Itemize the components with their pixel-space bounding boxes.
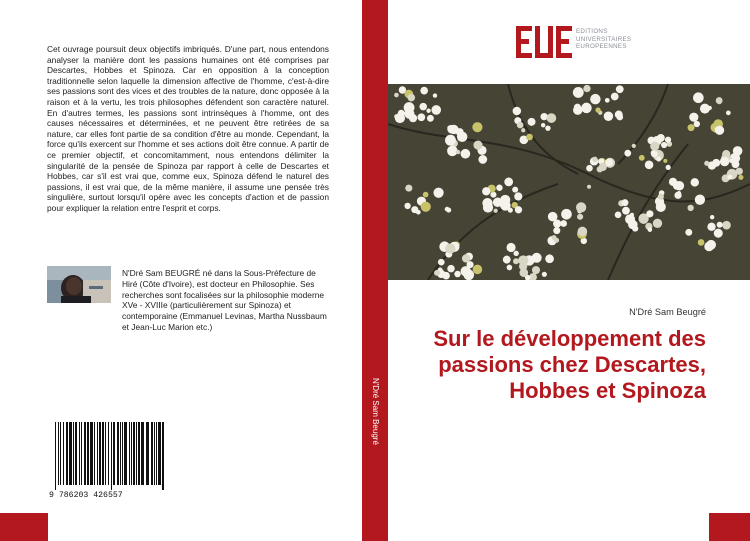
author-bio: N'Dré Sam BEUGRÉ né dans la Sous-Préfecture de Hiré (Côte d'Ivoire), est docteur en Philosophie. Ses recherches sont focalisées sur la philosophie moderne XVe - XVIIIe (particulièrement sur Spinoza) et contemporaine (Emmanuel Levinas, Martha Nussbaum et Jean-Luc Marion etc.): [122, 268, 327, 332]
blossom-flower: [427, 115, 434, 122]
blossom-flower: [674, 192, 681, 199]
barcode-bar: [87, 422, 89, 485]
publisher-name: EDITIONS UNIVERSITAIRES EUROPEENNES: [576, 28, 632, 51]
blossom-photo-image: [388, 84, 750, 280]
blossom-flower: [496, 184, 502, 190]
blossom-flower: [595, 107, 600, 112]
author-portrait-image: [47, 266, 111, 303]
blossom-flower: [646, 210, 653, 217]
blossom-flower: [695, 97, 700, 102]
barcode-bar: [81, 422, 82, 485]
blossom-flower: [658, 194, 664, 200]
blossom-flower: [691, 178, 699, 186]
blossom-flower: [730, 159, 734, 163]
blossom-flower: [394, 114, 398, 118]
front-cover: [388, 0, 750, 541]
blossom-flower: [407, 94, 415, 102]
blossom-flower: [494, 209, 498, 213]
blossom-flower: [478, 155, 487, 164]
blossom-flower: [622, 199, 629, 206]
blossom-flower: [513, 107, 521, 115]
blossom-flower: [542, 272, 547, 277]
blossom-flower: [587, 185, 591, 189]
blossom-flower: [447, 146, 458, 157]
publisher-logo: [516, 26, 656, 66]
blossom-flower: [716, 97, 723, 104]
blossom-flower: [648, 227, 653, 232]
blossom-flower: [578, 227, 588, 237]
blossom-flower: [583, 85, 590, 92]
barcode-bar: [58, 422, 59, 485]
barcode-bar: [63, 422, 64, 485]
isbn-barcode: [47, 420, 169, 500]
blossom-flower: [545, 254, 554, 263]
blossom-flower: [611, 93, 619, 101]
blossom-flower: [700, 104, 710, 114]
barcode-bar: [156, 422, 157, 485]
blossom-flower: [515, 206, 522, 213]
barcode-bar: [73, 422, 74, 485]
blossom-flower: [738, 175, 743, 180]
blossom-flower: [513, 251, 518, 256]
barcode-bar: [138, 422, 140, 485]
blossom-flower: [433, 93, 437, 97]
blossom-flower: [722, 221, 731, 230]
barcode-bar: [102, 422, 104, 485]
blossom-flower: [504, 178, 513, 187]
barcode-bar: [94, 422, 95, 485]
back-cover: [0, 0, 362, 541]
blossom-flower: [656, 157, 661, 162]
barcode-bar: [90, 422, 93, 485]
blossom-flower: [687, 205, 693, 211]
blossom-flower: [717, 222, 723, 228]
blossom-flower: [639, 155, 645, 161]
blossom-flower: [456, 128, 464, 136]
barcode-bar: [60, 422, 61, 485]
blossom-flower: [710, 215, 714, 219]
blossom-flower: [645, 160, 654, 169]
blossom-flower: [447, 265, 455, 273]
blossom-flower: [665, 137, 671, 143]
blossom-flower: [661, 142, 667, 148]
blossom-flower: [576, 202, 586, 212]
blossom-flower: [615, 212, 622, 219]
blossom-flower: [438, 259, 445, 266]
blossom-flower: [616, 85, 624, 93]
blossom-flower: [405, 185, 412, 192]
blossom-flower: [552, 235, 557, 240]
blossom-flower: [615, 111, 623, 119]
blossom-flower: [590, 94, 600, 104]
isbn-number: 9 786203 426557: [49, 491, 123, 500]
barcode-bar: [124, 422, 127, 485]
blossom-flower: [545, 125, 550, 130]
blossom-flower: [592, 157, 597, 162]
blossom-flower: [419, 103, 427, 111]
barcode-bar: [154, 422, 155, 485]
blossom-flower: [454, 271, 460, 277]
blossom-flower: [653, 219, 662, 228]
barcode-bar: [111, 422, 112, 490]
blossom-flower: [503, 256, 511, 264]
blossom-flower: [500, 195, 510, 205]
blossom-flower: [404, 102, 415, 113]
blossom-flower: [622, 207, 630, 215]
blossom-flower: [473, 265, 483, 275]
barcode-bar: [158, 422, 161, 485]
barcode-bar: [133, 422, 135, 485]
blossom-flower: [456, 150, 460, 154]
blossom-flower: [573, 87, 584, 98]
blossom-flower: [714, 229, 723, 238]
blossom-flower: [694, 121, 700, 127]
blossom-flower: [482, 187, 490, 195]
barcode-bar: [122, 422, 123, 485]
barcode-bar: [69, 422, 72, 485]
eue-logo-icon: [516, 26, 572, 58]
blossom-flower: [398, 110, 405, 117]
blossom-flower: [431, 105, 441, 115]
blossom-flower: [517, 122, 524, 129]
front-color-band: [709, 513, 750, 541]
blossom-flower: [624, 150, 631, 157]
blossom-flower: [650, 142, 659, 151]
blossom-flower: [472, 122, 482, 132]
blossom-flower: [526, 134, 533, 141]
blossom-flower: [433, 188, 443, 198]
blossom-flower: [604, 112, 613, 121]
blossom-flower: [632, 144, 636, 148]
blossom-flower: [708, 242, 715, 249]
blossom-flower: [445, 243, 455, 253]
barcode-bar: [84, 422, 86, 485]
blossom-flower: [561, 209, 572, 220]
barcode-bar: [79, 422, 80, 485]
barcode-bar: [117, 422, 119, 485]
back-color-band: [0, 513, 48, 541]
blossom-flower: [727, 175, 732, 180]
blossom-flower: [446, 208, 451, 213]
blossom-flower: [675, 181, 685, 191]
blossom-flower: [409, 114, 417, 122]
barcode-bar: [131, 422, 132, 485]
barcode-bar: [113, 422, 115, 485]
blossom-flower: [726, 110, 731, 115]
barcode-bar: [55, 422, 56, 490]
blossom-flower: [404, 203, 410, 209]
barcode-bar: [75, 422, 77, 485]
blossom-flower: [685, 229, 692, 236]
book-title: [406, 326, 706, 404]
blossom-flower: [599, 163, 607, 171]
blossom-flower: [394, 93, 399, 98]
blossom-flower: [574, 104, 581, 111]
blossom-flower: [423, 192, 429, 198]
blossom-flower: [482, 198, 492, 208]
barcode-bar: [66, 422, 68, 485]
blossom-flower: [416, 210, 421, 215]
blossom-flower: [688, 124, 695, 131]
blossom-flower: [512, 187, 518, 193]
barcode-bar: [105, 422, 106, 485]
blossom-flower: [553, 227, 560, 234]
blossom-flower: [581, 103, 591, 113]
blossom-flower: [605, 98, 610, 103]
blossom-flower: [461, 149, 471, 159]
blossom-flower: [651, 151, 658, 158]
blossom-flower: [663, 159, 667, 163]
blossom-flower: [695, 195, 705, 205]
front-author: N'Dré Sam Beugré: [629, 307, 706, 317]
barcode-bar: [120, 422, 121, 485]
barcode-bar: [97, 422, 98, 485]
title-line-3: Hobbes et Spinoza: [509, 378, 706, 403]
blossom-flower: [532, 266, 540, 274]
barcode-bar: [162, 422, 164, 490]
blossom-flower: [528, 118, 536, 126]
spine-author: N'Dré Sam Beugré: [371, 378, 380, 445]
blossom-flower: [704, 161, 709, 166]
title-line-1: Sur le développement des: [433, 326, 706, 351]
barcode-bar: [141, 422, 144, 485]
blossom-flower: [506, 243, 515, 252]
blossom-flower: [720, 157, 730, 167]
blossom-flower: [421, 202, 431, 212]
blossom-flower: [666, 165, 671, 170]
blossom-flower: [521, 128, 525, 132]
title-line-2: passions chez Descartes,: [438, 352, 706, 377]
blossom-flower: [577, 214, 583, 220]
blossom-flower: [698, 239, 705, 246]
blossom-flower: [548, 212, 558, 222]
blossom-flower: [707, 223, 715, 231]
barcode-bar: [151, 422, 153, 485]
cover-photo-blossoms: [388, 84, 750, 280]
blossom-flower: [689, 113, 698, 122]
blossom-flower: [508, 208, 513, 213]
blossom-flower: [518, 255, 528, 265]
blossom-flower: [514, 192, 522, 200]
blossom-flower: [434, 270, 440, 276]
blossom-flower: [507, 265, 513, 271]
barcode-bar: [146, 422, 149, 485]
blossom-flower: [473, 140, 482, 149]
blossom-flower: [513, 258, 519, 264]
blossom-flower: [461, 266, 471, 276]
blossom-flower: [586, 165, 593, 172]
barcode-bar: [129, 422, 130, 485]
barcode-bar: [136, 422, 137, 485]
blossom-flower: [541, 123, 545, 127]
barcode-bar: [108, 422, 109, 485]
blossom-flower: [445, 135, 456, 146]
blossom-flower: [656, 202, 666, 212]
spine: [362, 0, 388, 541]
blossom-flower: [625, 214, 635, 224]
blossom-flower: [417, 113, 425, 121]
barcode-bar: [99, 422, 101, 485]
blossom-flower: [547, 113, 557, 123]
author-photo: [47, 266, 111, 303]
blossom-flower: [426, 109, 430, 113]
blossom-flower: [715, 126, 724, 135]
blossom-flower: [420, 87, 428, 95]
back-cover-summary: Cet ouvrage poursuit deux objectifs imbriqués. D'une part, nous entendons analyser la manière dont les passions humaines ont été comprises par Descartes, Hobbes et Spinoza. Car en opposition à la conception traditionnelle selon laquelle la dimension affective de l'homme, c'est-à-dire ses passions sont des vices et des troubles de la nature, donc opposée à la raison et à la vertu, les trois philosophes défendent son caractère naturel. En d'autres termes, les passions sont intrinsèques à l'homme, ont des causes nécessaires et déterminées, et ne peuvent être retirées de sa nature, car elles font partie de sa condition d'être au monde. Cependant, la force qu'ils exercent sur l'homme et ses actions doit être connue. A partir de ce premier objectif, et concomitamment, nous entendons délimiter la singularité de la pensée de Spinoza par rapport à celle de Descartes et Hobbes, car s'il est vrai que, comme eux, Spinoza défend le naturel des passions, il est vrai que, de la même manière, il assume une pensée très singulière, surtout lorsqu'il opère avec les concepts d'action et de passion pour expliquer la relation entre l'esprit et corps.: [47, 44, 329, 213]
